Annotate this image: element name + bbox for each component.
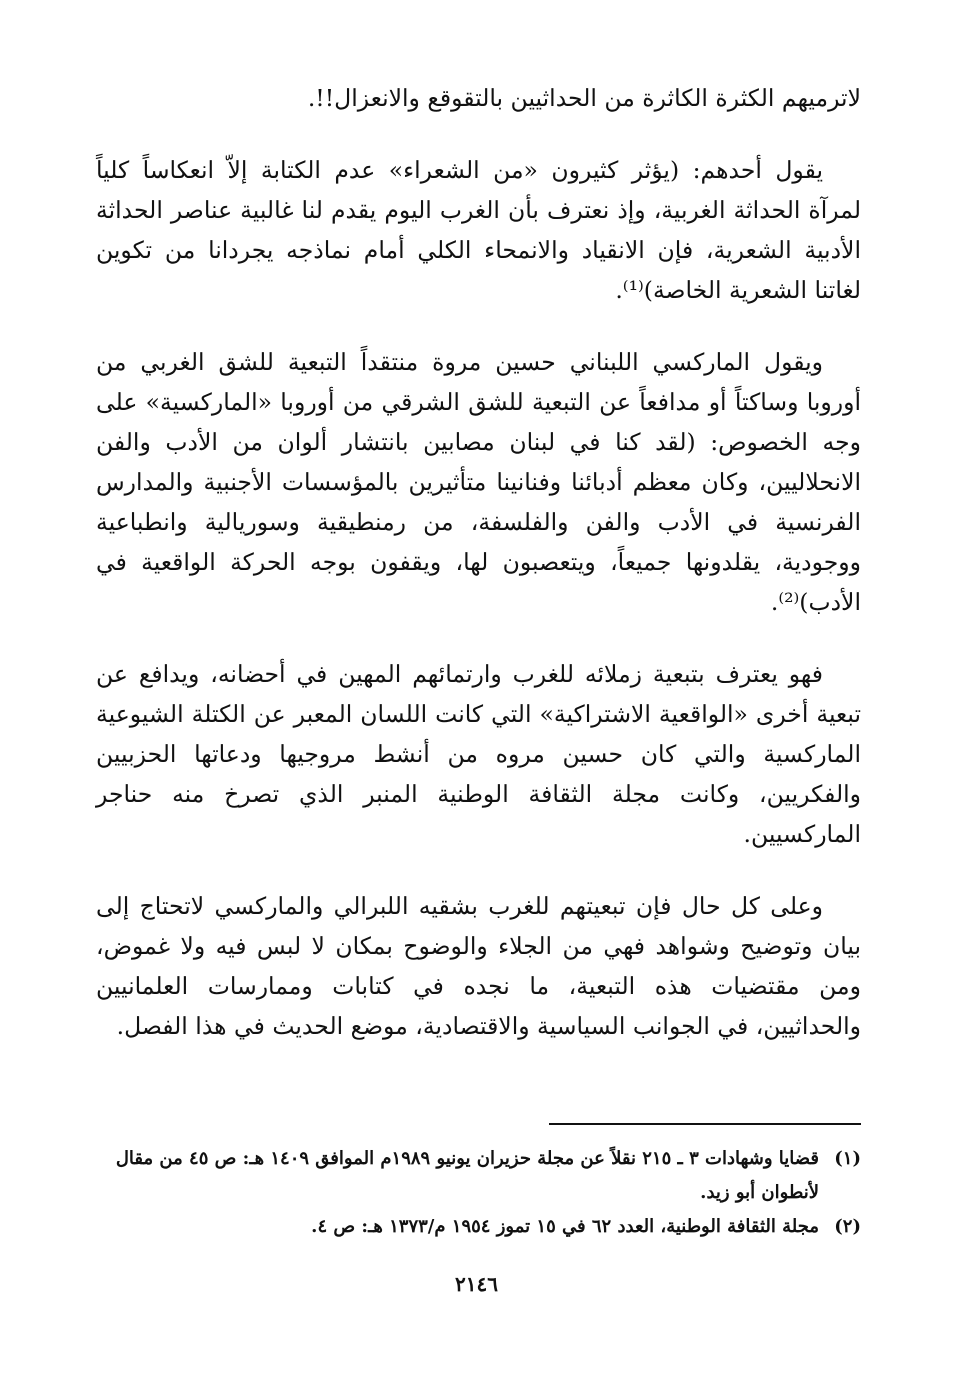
footnote-text: قضايا وشهادات ٣ ـ ٢١٥ نقلاً عن مجلة حزيران يونيو ١٩٨٩م الموافق ١٤٠٩ هـ: ص ٤٥ من مقال لأنطوان أبو زيد. [115, 1148, 819, 1203]
page-body [96, 78, 861, 1046]
page-number: ٢١٤٦ [455, 1272, 498, 1296]
footnotes [96, 1142, 861, 1244]
footnote-1 [96, 1142, 861, 1210]
main-text [96, 78, 861, 1046]
footnote-number: (٢) [834, 1216, 861, 1237]
paragraph-4: فهو يعترف بتبعية زملائه للغرب وارتمائهم المهين في أحضانه، ويدافع عن تبعية أخرى «الواقعية الاشتراكية» التي كانت اللسان المعبر عن الكتلة الشيوعية الماركسية والتي كان حسين مروه من أنشط مروجيها ودعاتها الحزبيين والفكريين، وكانت مجلة الثقافة الوطنية المنبر الذي تصرخ منه حناجر الماركسيين. [96, 660, 861, 848]
footnote-divider [549, 1123, 861, 1125]
paragraph-2: يقول أحدهم: (يؤثر كثيرون «من الشعراء» عدم الكتابة إلاّ انعكاساً كلياً لمرآة الحداثة الغربية، وإذ نعترف بأن الغرب اليوم يقدم لنا غالبية عناصر الحداثة الأدبية الشعرية، فإن الانقياد والانمحاء الكلي أمام نماذجه يجردانا من تكوين لغاتنا الشعرية الخاصة)⁽¹⁾. [96, 156, 861, 304]
paragraph-3: ويقول الماركسي اللبناني حسين مروة منتقداً التبعية للشق الغربي من أوروبا وساكتاً أو مدافعاً عن التبعية للشق الشرقي من أوروبا «الماركسية» على وجه الخصوص: (لقد كنا في لبنان مصابين بانتشار ألوان من الأدب والفن الانحلاليين، وكان معظم أدبائنا وفنانينا متأثيرين بالمؤسسات الأجنبية والمدارس الفرنسية في الأدب والفن والفلسفة، من رمنطيقية وسوريالية وانطباعية ووجودية، يقلدونها جميعاً، ويتعصبون لها، ويقفون بوجه الحركة الواقعية في الأدب)⁽²⁾. [96, 348, 861, 616]
footnote-text: مجلة الثقافة الوطنية، العدد ٦٢ في ١٥ تموز ١٩٥٤ م/١٣٧٣ هـ: ص ٤. [311, 1216, 819, 1237]
footnote-number: (١) [834, 1148, 861, 1169]
paragraph-5: وعلى كل حال فإن تبعيتهم للغرب بشقيه اللبرالي والماركسي لاتحتاج إلى بيان وتوضيح وشواهد فهي من الجلاء والوضوح بمكان لا لبس فيه ولا غموض، ومن مقتضيات هذه التبعية، ما نجده في كتابات وممارسات العلمانيين والحداثيين، في الجوانب السياسية والاقتصادية، موضع الحديث في هذا الفصل. [96, 892, 861, 1040]
footnote-2 [96, 1210, 861, 1244]
paragraph-1: لاترميهم الكثرة الكاثرة من الحداثيين بالتقوقع والانعزال!!. [307, 84, 861, 112]
